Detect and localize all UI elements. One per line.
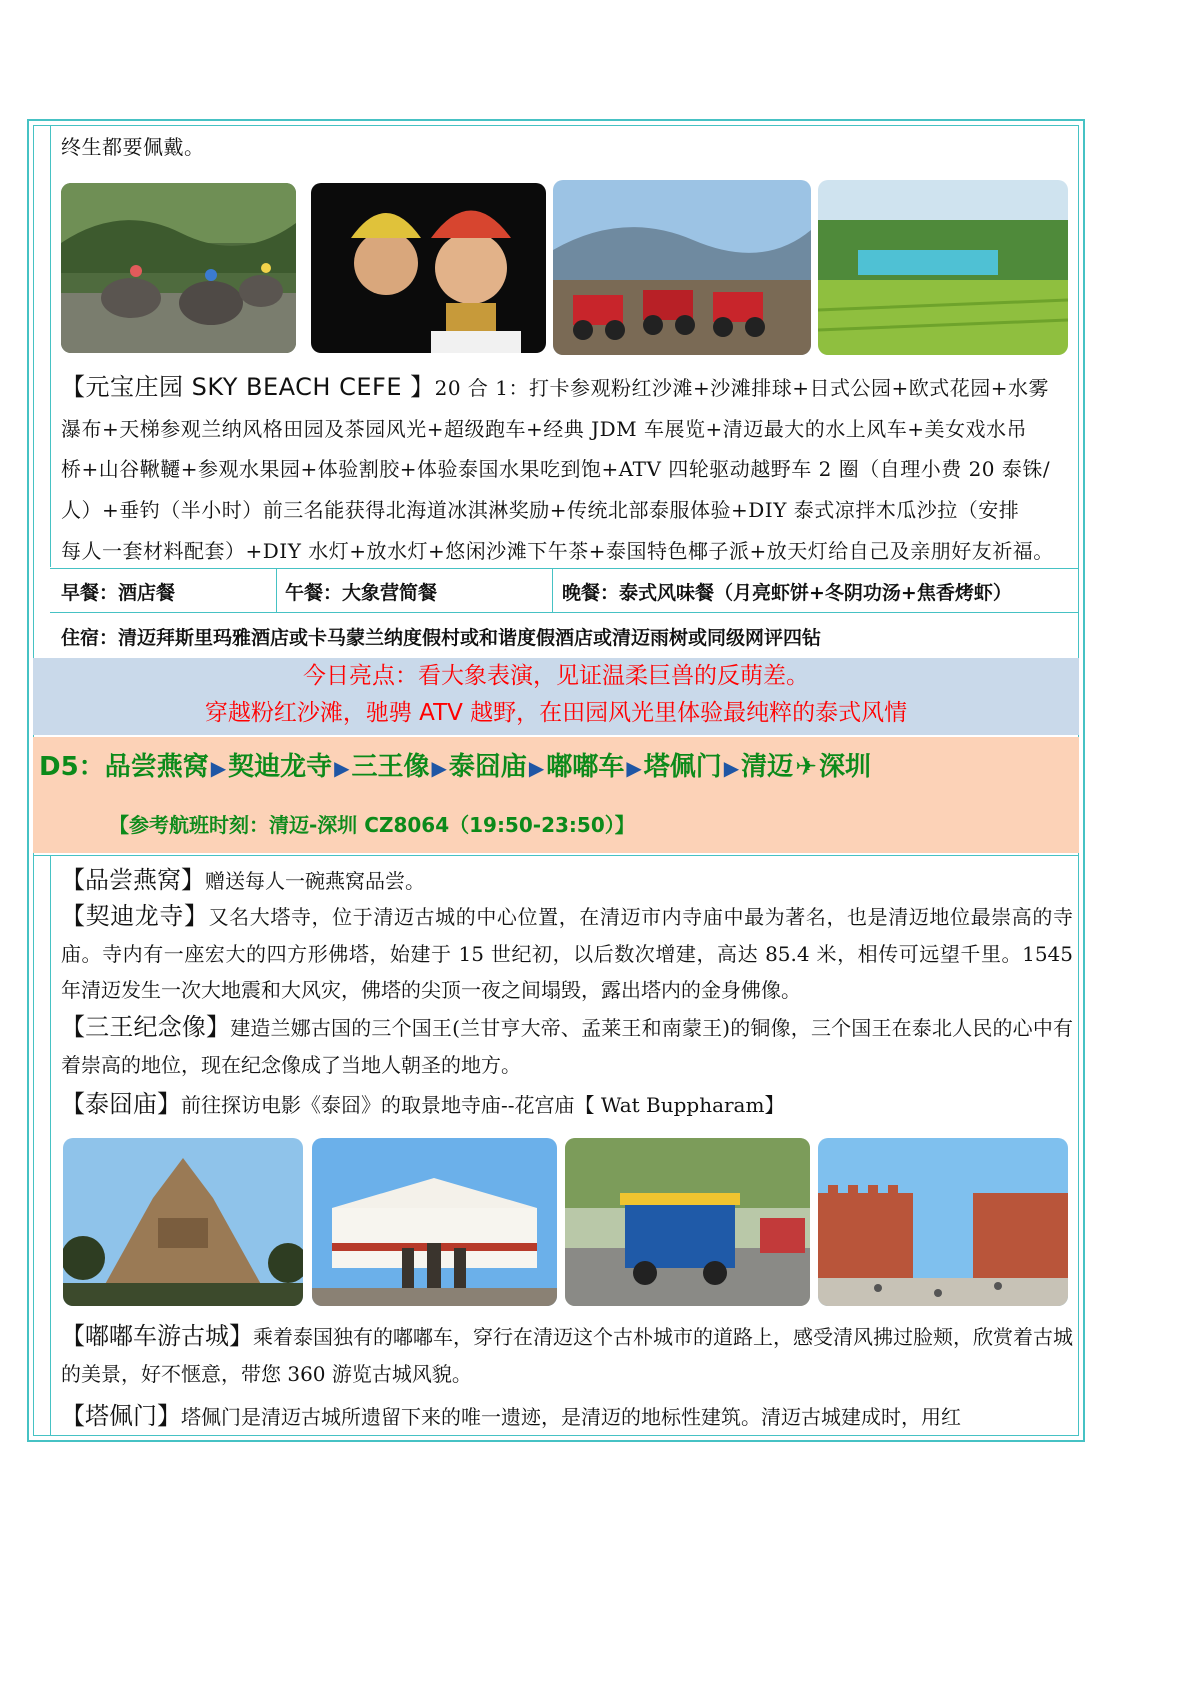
section-body: 乘着泰国独有的嘟嘟车，穿行在清迈这个古朴城市的道路上，感受清风拂过脸颊，欣赏着古城的美景，好不惬意，带您 360 游览古城风貌。 — [61, 1325, 1073, 1386]
estate-line: 瀑布+天梯参观兰纳风格田园及茶园风光+超级跑车+经典 JDM 车展览+清迈最大的水上风车+美女戏水吊 — [61, 417, 1028, 441]
estate-line: 人）+垂钓（半小时）前三名能获得北海道冰淇淋奖励+传统北部泰服体验+DIY 泰式凉拌木瓜沙拉（安排 — [61, 498, 1020, 522]
highlight-line: 今日亮点：看大象表演，见证温柔巨兽的反萌差。 — [303, 663, 809, 689]
estate-first-line — [61, 370, 1049, 405]
stop: 契迪龙寺 — [228, 752, 333, 782]
stop: 泰囧庙 — [448, 752, 527, 782]
divider — [50, 612, 1079, 613]
stop: 嘟嘟车 — [546, 752, 625, 782]
three-kings-photo — [312, 1138, 557, 1306]
rice-field-pool-photo — [818, 180, 1068, 355]
divider — [50, 568, 1079, 569]
stop: 清迈 — [741, 752, 794, 782]
day5-prefix: D5： — [39, 752, 105, 782]
section-tha-phae-gate — [61, 1398, 1073, 1436]
section-body: 前往探访电影《泰囧》的取景地寺庙--花宫庙【 Wat Buppharam】 — [181, 1093, 785, 1117]
section-lost-in-thailand-temple — [61, 1086, 1073, 1124]
elephant-river-photo — [61, 183, 296, 353]
divider — [33, 855, 1079, 856]
section-nest — [61, 862, 1073, 900]
estate-line: 桥+山谷鞦韆+参观水果园+体验割胶+体验泰国水果吃到饱+ATV 四轮驱动越野车 2 圈（自理小费 20 泰铢/ — [61, 457, 1051, 481]
meal-divider — [276, 568, 277, 612]
section-three-kings — [61, 1009, 1073, 1083]
left-column-line — [50, 125, 51, 567]
section-title: 【契迪龙寺】 — [61, 902, 209, 930]
section-body: 建造兰娜古国的三个国王(兰甘亨大帝、孟莱王和南蒙王)的铜像，三个国王在泰北人民的心中有着崇高的地位，现在纪念像成了当地人朝圣的地方。 — [61, 1016, 1073, 1077]
estate-line: 20 合 1：打卡参观粉红沙滩+沙滩排球+日式公园+欧式花园+水雾 — [434, 376, 1050, 400]
arrow-icon: ▶ — [626, 756, 642, 780]
section-tuk-tuk-tour — [61, 1318, 1073, 1392]
left-column-line — [50, 855, 51, 1436]
tuk-tuk-photo — [565, 1138, 810, 1306]
tha-phae-gate-photo — [818, 1138, 1068, 1306]
section-title: 【品尝燕窝】 — [61, 866, 205, 894]
lodging: 住宿：清迈拜斯里玛雅酒店或卡马蒙兰纳度假村或和谐度假酒店或清迈雨树或同级网评四钻 — [61, 627, 822, 649]
section-title: 【塔佩门】 — [61, 1402, 181, 1430]
atv-riders-photo — [553, 180, 811, 355]
section-body: 又名大塔寺，位于清迈古城的中心位置，在清迈市内寺庙中最为著名，也是清迈地位最崇高的寺庙。寺内有一座宏大的四方形佛塔，始建于 15 世纪初，以后数次增建，高达 85.4 米，相传可远望千里。1545 年清迈发生一次大地震和大风灾，佛塔的尖顶一夜之间塌毁，露出塔内的金身佛像。 — [61, 905, 1074, 1002]
long-neck-girls-photo — [311, 183, 546, 353]
arrow-icon: ▶ — [334, 756, 350, 780]
arrow-icon: ▶ — [431, 756, 447, 780]
dinner: 晚餐：泰式风味餐（月亮虾饼+冬阴功汤+焦香烤虾） — [562, 582, 1012, 604]
estate-line: 每人一套材料配套）+DIY 水灯+放水灯+悠闲沙滩下午茶+泰国特色椰子派+放天灯给自己及亲朋好友祈福。 — [61, 539, 1054, 563]
day5-header — [33, 737, 1079, 853]
lunch: 午餐：大象营简餐 — [285, 582, 438, 604]
breakfast: 早餐：酒店餐 — [61, 582, 176, 604]
arrow-icon: ▶ — [723, 756, 740, 780]
section-body: 赠送每人一碗燕窝品尝。 — [205, 869, 425, 893]
section-body: 塔佩门是清迈古城所遗留下来的唯一遗迹，是清迈的地标性建筑。清迈古城建成时，用红 — [181, 1405, 961, 1429]
stop: 塔佩门 — [643, 752, 722, 782]
section-title: 【泰囧庙】 — [61, 1090, 181, 1118]
estate-title: 【元宝庄园 SKY BEACH CEFE 】 — [61, 373, 435, 401]
destination: 深圳 — [818, 752, 871, 782]
daily-highlight — [33, 658, 1079, 735]
day5-title — [39, 749, 871, 786]
section-title: 【三王纪念像】 — [61, 1013, 231, 1041]
arrow-icon: ▶ — [210, 756, 227, 780]
arrow-icon: ▶ — [528, 756, 545, 780]
intro-text: 终生都要佩戴。 — [61, 135, 205, 159]
section-title: 【嘟嘟车游古城】 — [61, 1322, 253, 1350]
highlight-line: 穿越粉红沙滩，驰骋 ATV 越野，在田园风光里体验最纯粹的泰式风情 — [204, 700, 908, 726]
chedi-luang-photo — [63, 1138, 303, 1306]
meal-divider — [552, 568, 553, 612]
stop: 三王像 — [351, 752, 430, 782]
stop: 品尝燕窝 — [104, 752, 209, 782]
section-chedi — [61, 898, 1073, 1009]
flight-info: 【参考航班时刻：清迈-深圳 CZ8064（19:50-23:50）】 — [109, 813, 635, 837]
airplane-icon: ✈ — [795, 752, 817, 782]
meals-row — [51, 570, 1081, 612]
